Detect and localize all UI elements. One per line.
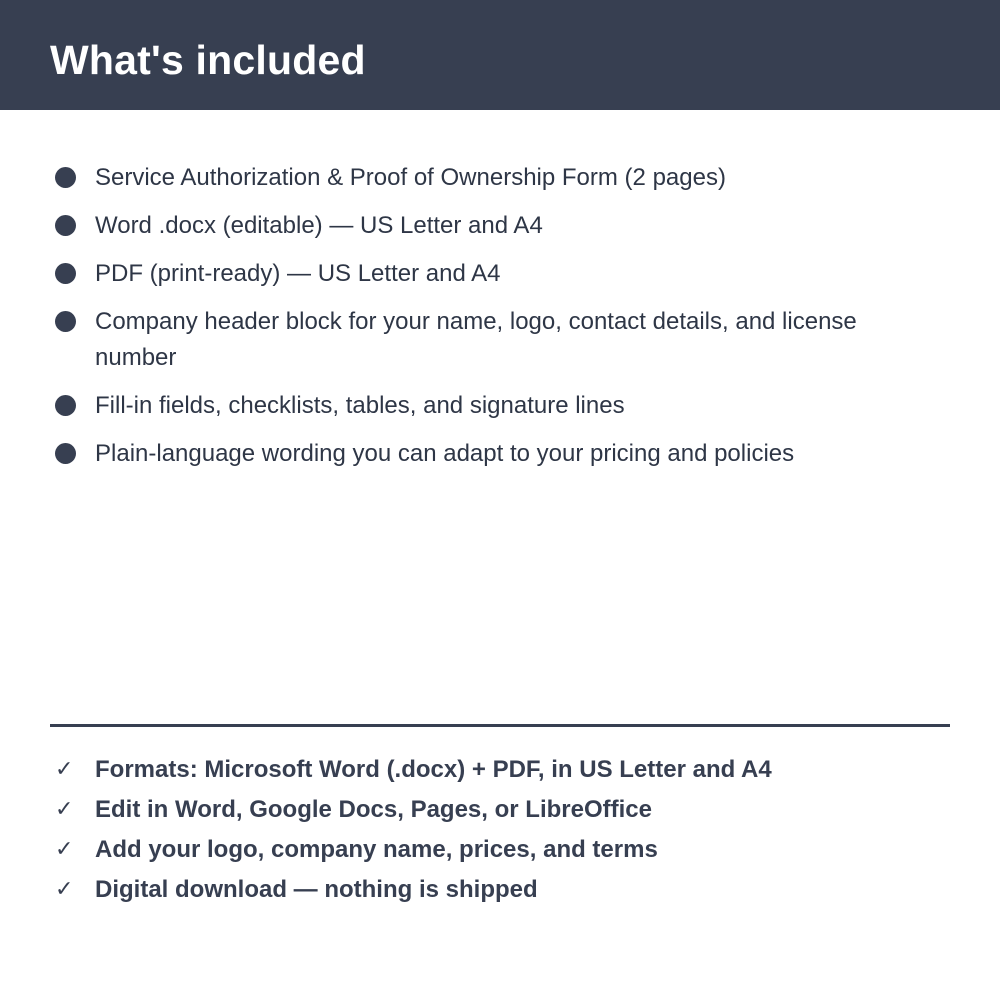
bullet-icon — [55, 395, 76, 416]
bullet-icon — [55, 215, 76, 236]
header-banner — [0, 0, 1000, 110]
highlights-list — [50, 750, 950, 910]
section-divider — [50, 724, 950, 727]
bullet-icon — [55, 311, 76, 332]
list-item — [50, 208, 930, 244]
highlight-item-text: Add your logo, company name, prices, and terms — [95, 836, 658, 863]
highlight-item-text: Digital download — nothing is shipped — [95, 876, 538, 903]
list-item — [50, 304, 930, 376]
list-item — [50, 436, 930, 472]
list-item-text: PDF (print-ready) — US Letter and A4 — [95, 260, 501, 287]
list-item — [50, 256, 930, 292]
highlight-item — [50, 790, 950, 830]
highlight-item — [50, 870, 950, 910]
bullet-icon — [55, 167, 76, 188]
highlight-item — [50, 750, 950, 790]
bullet-icon — [55, 263, 76, 284]
checkmark-icon: ✓ — [55, 797, 74, 822]
bullet-icon — [55, 443, 76, 464]
highlight-item-text: Edit in Word, Google Docs, Pages, or LibreOffice — [95, 796, 652, 823]
list-item — [50, 160, 930, 196]
list-item-text: Plain-language wording you can adapt to your pricing and policies — [95, 440, 795, 467]
list-item-text: Word .docx (editable) — US Letter and A4 — [95, 212, 543, 239]
page-title: What's included — [50, 37, 366, 83]
highlight-item-text: Formats: Microsoft Word (.docx) + PDF, in US Letter and A4 — [95, 756, 772, 783]
checkmark-icon: ✓ — [55, 837, 74, 862]
checkmark-icon: ✓ — [55, 877, 74, 902]
list-item-text: Fill-in fields, checklists, tables, and signature lines — [95, 392, 625, 419]
list-item-text: Company header block for your name, logo, contact details, and license number — [95, 308, 857, 371]
list-item — [50, 388, 930, 424]
included-items-list — [50, 160, 930, 484]
checkmark-icon: ✓ — [55, 757, 74, 782]
highlight-item — [50, 830, 950, 870]
list-item-text: Service Authorization & Proof of Ownership Form (2 pages) — [95, 164, 726, 191]
